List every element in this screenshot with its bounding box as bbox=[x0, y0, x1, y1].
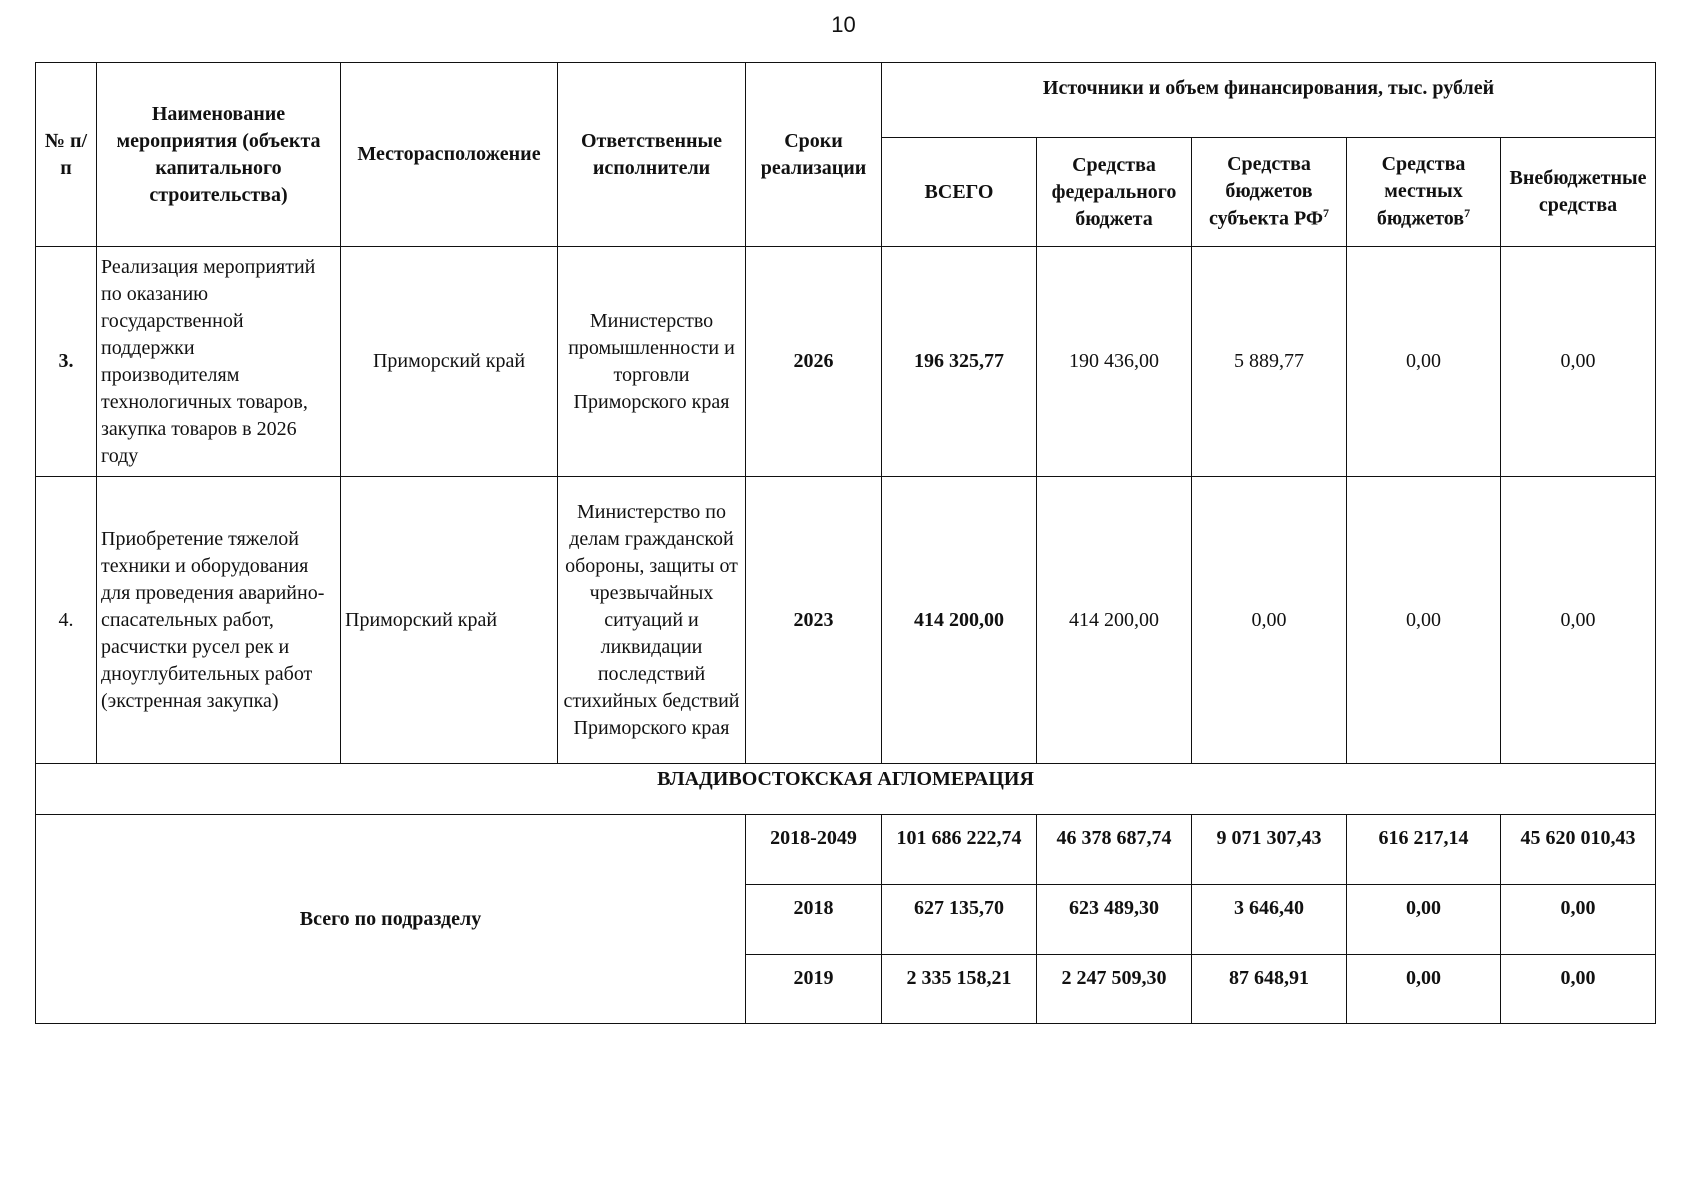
row-name: Приобретение тяжелой техники и оборудования для проведения аварийно-спасательных работ, расчистки русел рек и дноуглубительных работ (экстренная закупка) bbox=[97, 477, 341, 764]
row-responsible: Министерство промышленности и торговли Приморского края bbox=[558, 247, 746, 477]
page-number: 10 bbox=[831, 12, 856, 37]
row-extra: 0,00 bbox=[1501, 247, 1656, 477]
subtotal-regional: 9 071 307,43 bbox=[1192, 815, 1347, 885]
row-location: Приморский край bbox=[341, 247, 558, 477]
header-sources-group: Источники и объем финансирования, тыс. рублей bbox=[882, 63, 1656, 138]
header-num: № п/п bbox=[36, 63, 97, 247]
subtotal-extra: 0,00 bbox=[1501, 885, 1656, 955]
row-location: Приморский край bbox=[341, 477, 558, 764]
row-federal: 190 436,00 bbox=[1037, 247, 1192, 477]
header-name: Наименование мероприятия (объекта капитального строительства) bbox=[97, 63, 341, 247]
header-regional-footnote: 7 bbox=[1323, 206, 1330, 221]
header-location: Месторасположение bbox=[341, 63, 558, 247]
header-regional-text: Средства бюджетов субъекта РФ bbox=[1208, 153, 1324, 230]
header-total: ВСЕГО bbox=[882, 138, 1037, 247]
subtotal-federal: 2 247 509,30 bbox=[1037, 955, 1192, 1024]
section-row bbox=[36, 764, 1656, 815]
header-local bbox=[1347, 138, 1501, 247]
row-period: 2023 bbox=[746, 477, 882, 764]
subtotal-federal: 623 489,30 bbox=[1037, 885, 1192, 955]
subtotal-local: 0,00 bbox=[1347, 955, 1501, 1024]
row-local: 0,00 bbox=[1347, 477, 1501, 764]
section-title: ВЛАДИВОСТОКСКАЯ АГЛОМЕРАЦИЯ bbox=[36, 764, 1656, 815]
subtotal-extra: 45 620 010,43 bbox=[1501, 815, 1656, 885]
header-regional bbox=[1192, 138, 1347, 247]
subtotal-total: 627 135,70 bbox=[882, 885, 1037, 955]
subtotal-period: 2018-2049 bbox=[746, 815, 882, 885]
row-local: 0,00 bbox=[1347, 247, 1501, 477]
header-federal: Средства федерального бюджета bbox=[1037, 138, 1192, 247]
header-responsible: Ответственные исполнители bbox=[558, 63, 746, 247]
row-total: 414 200,00 bbox=[882, 477, 1037, 764]
subtotal-local: 0,00 bbox=[1347, 885, 1501, 955]
row-total: 196 325,77 bbox=[882, 247, 1037, 477]
subtotal-extra: 0,00 bbox=[1501, 955, 1656, 1024]
table-row bbox=[36, 247, 1656, 477]
subtotal-federal: 46 378 687,74 bbox=[1037, 815, 1192, 885]
row-period: 2026 bbox=[746, 247, 882, 477]
row-name: Реализация мероприятий по оказанию государственной поддержки производителям технологичных товаров, закупка товаров в 2026 году bbox=[97, 247, 341, 477]
subtotal-label: Всего по подразделу bbox=[36, 815, 746, 1024]
subtotal-regional: 3 646,40 bbox=[1192, 885, 1347, 955]
subtotal-period: 2018 bbox=[746, 885, 882, 955]
subtotal-total: 101 686 222,74 bbox=[882, 815, 1037, 885]
subtotal-period: 2019 bbox=[746, 955, 882, 1024]
subtotal-row bbox=[36, 815, 1656, 885]
subtotal-total: 2 335 158,21 bbox=[882, 955, 1037, 1024]
table-row bbox=[36, 477, 1656, 764]
header-extra: Внебюджетные средства bbox=[1501, 138, 1656, 247]
row-num: 4. bbox=[36, 477, 97, 764]
header-local-text: Средства местных бюджетов bbox=[1376, 153, 1466, 230]
header-period: Сроки реализации bbox=[746, 63, 882, 247]
row-federal: 414 200,00 bbox=[1037, 477, 1192, 764]
header-local-footnote: 7 bbox=[1464, 206, 1471, 221]
subtotal-regional: 87 648,91 bbox=[1192, 955, 1347, 1024]
financing-table bbox=[35, 62, 1656, 1024]
subtotal-local: 616 217,14 bbox=[1347, 815, 1501, 885]
row-responsible: Министерство по делам гражданской обороны, защиты от чрезвычайных ситуаций и ликвидации последствий стихийных бедствий Приморского края bbox=[558, 477, 746, 764]
row-extra: 0,00 bbox=[1501, 477, 1656, 764]
row-num: 3. bbox=[36, 247, 97, 477]
row-regional: 0,00 bbox=[1192, 477, 1347, 764]
row-regional: 5 889,77 bbox=[1192, 247, 1347, 477]
